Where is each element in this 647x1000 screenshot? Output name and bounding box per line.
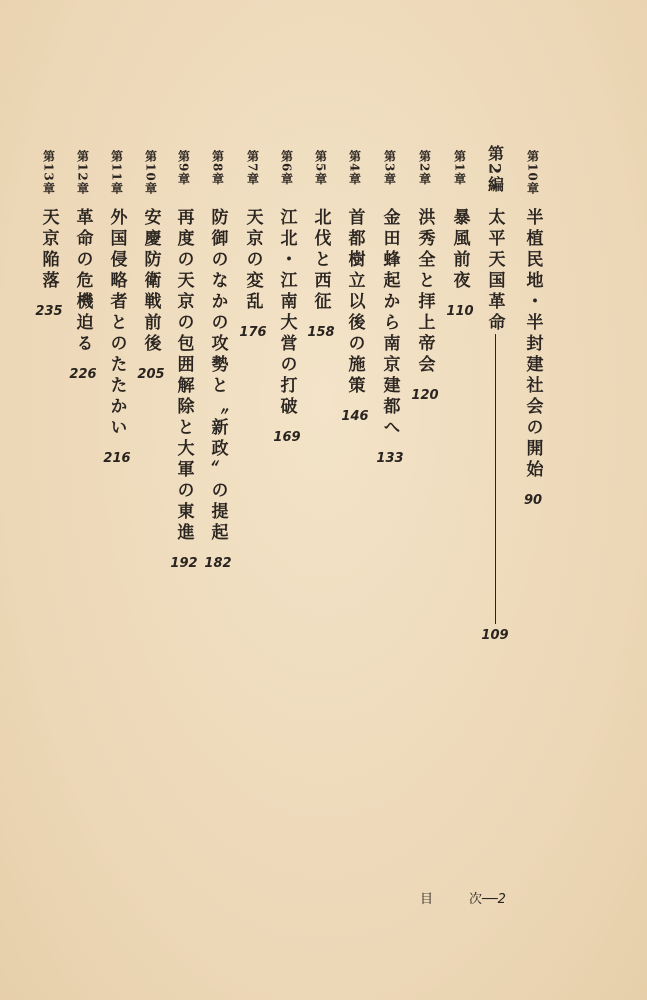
chapter-number: 第10章	[143, 150, 158, 195]
chapter-number: 第7章	[245, 150, 260, 186]
footer-label-2: 次	[469, 892, 483, 907]
page-number: 216	[103, 451, 131, 466]
chapter-title: 首都樹立以後の施策	[344, 208, 365, 397]
chapter-number: 第8章	[210, 150, 225, 186]
page-footer	[420, 888, 506, 907]
chapter-number: 第6章	[279, 150, 294, 186]
page-number: 120	[411, 388, 439, 403]
chapter-number: 第5章	[313, 150, 328, 186]
page-number: 205	[137, 367, 165, 382]
toc-entry	[203, 150, 233, 571]
page-number: 226	[69, 367, 97, 382]
toc-entry	[445, 150, 475, 319]
page-number: 169	[273, 430, 301, 445]
footer-page-number: ──2	[482, 892, 506, 907]
chapter-title: 洪秀全と拝上帝会	[414, 208, 435, 376]
chapter-title: 天京陥落	[38, 208, 59, 292]
chapter-title: 安慶防衛戦前後	[140, 208, 161, 355]
part-title: 太平天国革命	[484, 208, 505, 335]
chapter-title: 江北・江南大営の打破	[276, 208, 297, 418]
toc-entry	[34, 150, 64, 319]
toc-entry	[340, 150, 370, 424]
part-label: 第2編	[485, 145, 505, 195]
toc-part-heading	[480, 145, 510, 643]
chapter-number: 第3章	[382, 150, 397, 186]
page-number: 182	[204, 556, 232, 571]
page-number: 133	[376, 451, 404, 466]
chapter-title: 金田蜂起から南京建都へ	[379, 208, 400, 439]
toc-entry	[68, 150, 98, 382]
footer-label-1: 目	[420, 892, 434, 907]
chapter-title: 防御のなかの攻勢と〝新政〟の提起	[207, 208, 228, 544]
chapter-title: 外国侵略者とのたたかい	[106, 208, 127, 439]
chapter-title: 再度の天京の包囲解除と大軍の東進	[173, 208, 194, 544]
toc-entry	[272, 150, 302, 445]
chapter-number: 第9章	[176, 150, 191, 186]
chapter-number: 第2章	[417, 150, 432, 186]
toc-entry	[306, 150, 336, 340]
leader-rule	[495, 334, 496, 624]
toc-entry	[102, 150, 132, 466]
part-page-number: 109	[481, 628, 509, 644]
toc-entry	[136, 150, 166, 382]
toc-entry	[238, 150, 268, 340]
toc-entry	[375, 150, 405, 466]
chapter-title: 天京の変乱	[242, 208, 263, 313]
toc-entry	[410, 150, 440, 403]
chapter-title: 半植民地・半封建社会の開始	[522, 208, 543, 481]
page-number: 235	[35, 304, 63, 319]
chapter-number: 第10章	[525, 150, 540, 195]
chapter-number: 第11章	[109, 150, 124, 195]
chapter-title: 暴風前夜	[449, 208, 470, 292]
chapter-number: 第13章	[41, 150, 56, 195]
page-number: 192	[170, 556, 198, 571]
chapter-title: 革命の危機迫る	[72, 208, 93, 355]
chapter-number: 第1章	[452, 150, 467, 186]
page-number: 176	[239, 325, 267, 340]
page-number: 110	[446, 304, 474, 319]
chapter-number: 第4章	[347, 150, 362, 186]
page-number: 158	[307, 325, 335, 340]
page-number: 90	[523, 493, 543, 508]
toc-entry	[169, 150, 199, 571]
toc-entry-chapter-10-top	[518, 150, 548, 508]
chapter-number: 第12章	[75, 150, 90, 195]
page-number: 146	[341, 409, 369, 424]
chapter-title: 北伐と西征	[310, 208, 331, 313]
